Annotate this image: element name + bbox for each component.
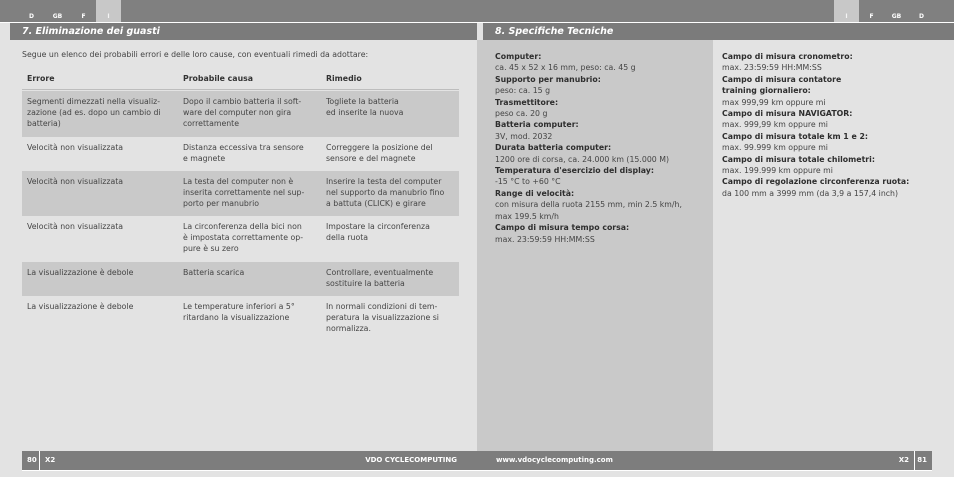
error-cell: Velocità non visualizzata [27, 143, 124, 152]
spec-item [722, 108, 947, 131]
footer-right [477, 451, 932, 470]
cause-cell: La circonferenza della bici non è impostata correttamente op- pure è su zero [183, 222, 304, 254]
lang-tab-i-active[interactable]: I [96, 0, 121, 22]
lang-tab-f[interactable]: F [81, 13, 86, 20]
spec-label: Campo di misura tempo corsa: [495, 223, 630, 233]
spec-value: max. 23:59:59 HH:MM:SS [722, 63, 822, 73]
spec-value: peso ca. 20 g [495, 109, 548, 119]
table-row [22, 91, 459, 137]
spec-value: max. 199.999 km oppure mi [722, 166, 833, 176]
spec-value: max. 999,99 km oppure mi [722, 120, 828, 130]
spec-item [495, 74, 710, 97]
error-cell: La visualizzazione è debole [27, 268, 134, 277]
column-header-cause: Probabile causa [183, 74, 254, 83]
page-number-right: 81 [917, 456, 927, 464]
section-7-title: 7. Eliminazione dei guasti [10, 23, 477, 40]
spec-label: Campo di regolazione circonferenza ruota: [722, 177, 910, 187]
spec-item [495, 222, 710, 245]
cause-cell: Batteria scarica [183, 268, 245, 277]
section-8-title: 8. Specifiche Tecniche [483, 23, 954, 40]
spec-value: ca. 45 x 52 x 16 mm, peso: ca. 45 g [495, 63, 636, 73]
remedy-cell: Togliete la batteria ed inserite la nuova [326, 97, 404, 118]
spec-label: Supporto per manubrio: [495, 74, 601, 84]
spec-label: Durata batteria computer: [495, 143, 612, 153]
brand-name: VDO CYCLECOMPUTING [365, 456, 457, 464]
spec-label: Campo di misura totale chilometri: [722, 154, 875, 164]
spec-item [495, 119, 710, 142]
lang-tab-d[interactable]: D [919, 13, 924, 20]
spec-value: da 100 mm a 3999 mm (da 3,9 a 157,4 inch) [722, 188, 899, 198]
spec-item [722, 176, 947, 199]
remedy-cell: Controllare, eventualmente sostituire la batteria [326, 268, 434, 289]
spec-value: 3V, mod. 2032 [495, 131, 553, 141]
table-row [22, 171, 459, 216]
lang-tab-gb[interactable]: GB [52, 13, 63, 20]
lang-tab-i-active[interactable]: I [834, 0, 859, 22]
error-cell: Velocità non visualizzata [27, 177, 124, 186]
lang-tab-d[interactable]: D [29, 13, 34, 20]
spec-value: 1200 ore di corsa, ca. 24.000 km (15.000 M) [495, 154, 669, 164]
spec-value: peso: ca. 15 g [495, 86, 551, 96]
specs-column-1 [495, 51, 710, 245]
page-number-left: 80 [27, 456, 37, 464]
troubleshooting-table [22, 67, 459, 342]
spec-item [722, 154, 947, 177]
left-language-strip [0, 0, 477, 22]
model-name-right: X2 [898, 456, 909, 464]
remedy-cell: Correggere la posizione del sensore e del magnete [326, 143, 433, 164]
spec-item [495, 51, 710, 74]
footer-left [22, 451, 477, 470]
footer-divider [22, 470, 932, 471]
spec-label: Campo di misura cronometro: [722, 52, 853, 61]
cause-cell: Distanza eccessiva tra sensore e magnete [183, 143, 304, 164]
spec-label: Campo di misura totale km 1 e 2: [722, 131, 868, 141]
error-cell: Segmenti dimezzati nella visualiz- zazione (ad es. dopo un cambio di batteria) [27, 97, 161, 129]
error-cell: Velocità non visualizzata [27, 222, 124, 231]
cause-cell: La testa del computer non è inserita correttamente nel sup- porto per manubrio [183, 177, 305, 209]
spec-item [495, 142, 710, 165]
table-row [22, 262, 459, 296]
footer-separator [39, 451, 40, 470]
spec-item [722, 51, 947, 74]
spec-item [495, 188, 710, 222]
spec-value: con misura della ruota 2155 mm, min 2.5 km/h, max 199.5 km/h [495, 200, 682, 221]
right-language-strip [477, 0, 954, 22]
cause-cell: Dopo il cambio batteria il soft- ware del computer non gira correttamente [183, 97, 302, 129]
column-header-error: Errore [27, 74, 55, 83]
spec-value: max. 99.999 km oppure mi [722, 143, 828, 153]
model-name-left: X2 [45, 456, 56, 464]
website-link[interactable]: www.vdocyclecomputing.com [496, 456, 613, 464]
specs-column-2 [722, 51, 947, 199]
spec-label: Trasmettitore: [495, 97, 559, 107]
spec-label: Computer: [495, 52, 542, 61]
error-cell: La visualizzazione è debole [27, 302, 134, 311]
column-header-remedy: Rimedio [326, 74, 362, 83]
spec-item [495, 165, 710, 188]
spec-label: Campo di misura NAVIGATOR: [722, 109, 853, 119]
spec-item [722, 131, 947, 154]
table-row [22, 137, 459, 171]
remedy-cell: Inserire la testa del computer nel supporto da manubrio fino a battuta (CLICK) e girare [326, 177, 445, 209]
lang-tab-gb[interactable]: GB [891, 13, 902, 20]
spec-label: Range di velocità: [495, 188, 575, 198]
spec-value: -15 °C to +60 °C [495, 177, 561, 187]
spec-value: max 999,99 km oppure mi [722, 97, 826, 107]
table-row [22, 216, 459, 262]
remedy-cell: In normali condizioni di tem- peratura la visualizzazione si normalizza. [326, 302, 439, 334]
cause-cell: Le temperature inferiori a 5° ritardano la visualizzazione [183, 302, 295, 323]
troubleshooting-intro: Segue un elenco dei probabili errori e delle loro cause, con eventuali rimedi da adottare: [22, 50, 369, 59]
spec-item [722, 74, 947, 108]
table-row [22, 296, 459, 342]
spec-label: Batteria computer: [495, 120, 579, 130]
spec-label: Campo di misura contatore training giornaliero: [722, 74, 842, 96]
footer-separator [914, 451, 915, 470]
remedy-cell: Impostare la circonferenza della ruota [326, 222, 430, 243]
spec-item [495, 97, 710, 120]
lang-tab-f[interactable]: F [869, 13, 874, 20]
table-header-row [22, 67, 459, 90]
spec-label: Temperatura d'esercizio del display: [495, 166, 655, 176]
spec-value: max. 23:59:59 HH:MM:SS [495, 234, 595, 244]
